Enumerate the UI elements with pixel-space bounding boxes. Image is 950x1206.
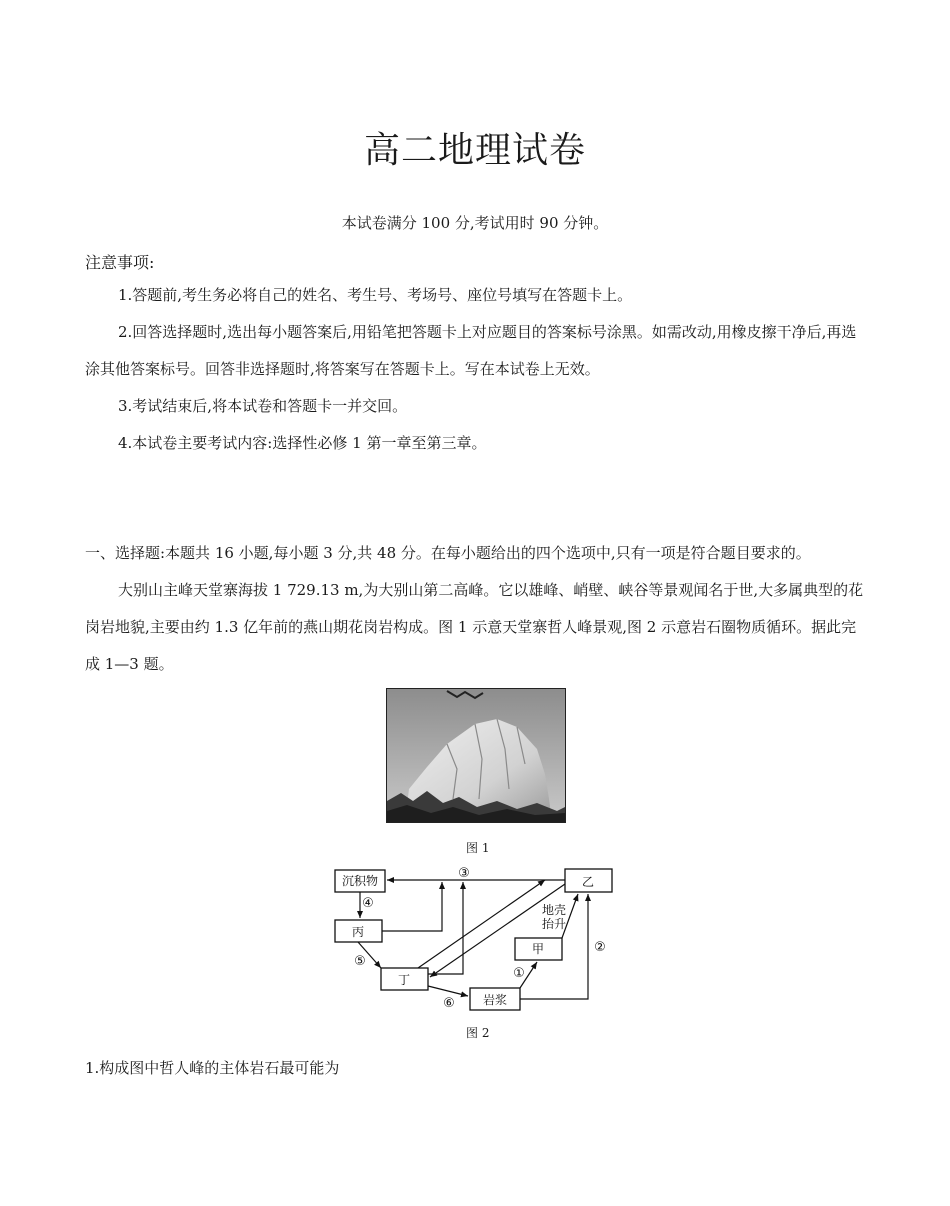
question-1: 1.构成图中哲人峰的主体岩石最可能为 (85, 1059, 340, 1077)
exam-info: 本试卷满分 100 分,考试用时 90 分钟。 (341, 214, 609, 232)
page-title: 高二地理试卷 (363, 130, 586, 171)
num-5: ⑤ (354, 954, 366, 969)
figure-2-caption: 图 2 (466, 1026, 490, 1040)
figure-1-caption: 图 1 (466, 841, 490, 855)
notice-item-1: 1.答题前,考生务必将自己的姓名、考生号、考场号、座位号填写在答题卡上。 (118, 286, 633, 304)
figure-1-photo (386, 688, 566, 823)
section-heading: 一、选择题:本题共 16 小题,每小题 3 分,共 48 分。在每小题给出的四个选项中,只有一项是符合题目要求的。 (85, 544, 811, 562)
label-jia: 甲 (531, 942, 545, 956)
label-yi: 乙 (581, 875, 595, 889)
passage: 大别山主峰天堂寨海拔 1 729.13 m,为大别山第二高峰。它以雄峰、峭壁、峡谷等景观闻名于世,大多属典型的花岗岩地貌,主要由约 1.3 亿年前的燕山期花岗岩构成。图 1 示意天堂寨哲人峰景观,图 2 示意岩石圈物质循环。据此完成 1—3 题。 (85, 581, 864, 673)
num-1: ① (513, 966, 525, 981)
num-6: ⑥ (443, 996, 455, 1011)
label-sediment: 沉积物 (341, 874, 379, 888)
num-3: ③ (458, 866, 470, 881)
label-bing: 丙 (351, 925, 365, 939)
label-ding: 丁 (397, 973, 411, 987)
label-magma: 岩浆 (482, 993, 508, 1007)
notice-heading: 注意事项: (85, 253, 155, 272)
label-uplift-2: 抬升 (541, 917, 567, 931)
num-4: ④ (362, 896, 374, 911)
label-uplift-1: 地壳 (541, 903, 567, 917)
rock-cycle-diagram (330, 862, 625, 1017)
notice-item-4: 4.本试卷主要考试内容:选择性必修 1 第一章至第三章。 (118, 434, 487, 452)
arrow-6 (428, 986, 468, 996)
num-2: ② (594, 940, 606, 955)
arrow-ding-up (428, 882, 463, 974)
notice-item-3: 3.考试结束后,将本试卷和答题卡一并交回。 (118, 397, 408, 415)
notice-item-2: 2.回答选择题时,选出每小题答案后,用铅笔把答题卡上对应题目的答案标号涂黑。如需改动,用橡皮擦干净后,再选涂其他答案标号。回答非选择题时,将答案写在答题卡上。写在本试卷上无效。 (85, 323, 857, 378)
arrow-bing-up (382, 882, 442, 931)
